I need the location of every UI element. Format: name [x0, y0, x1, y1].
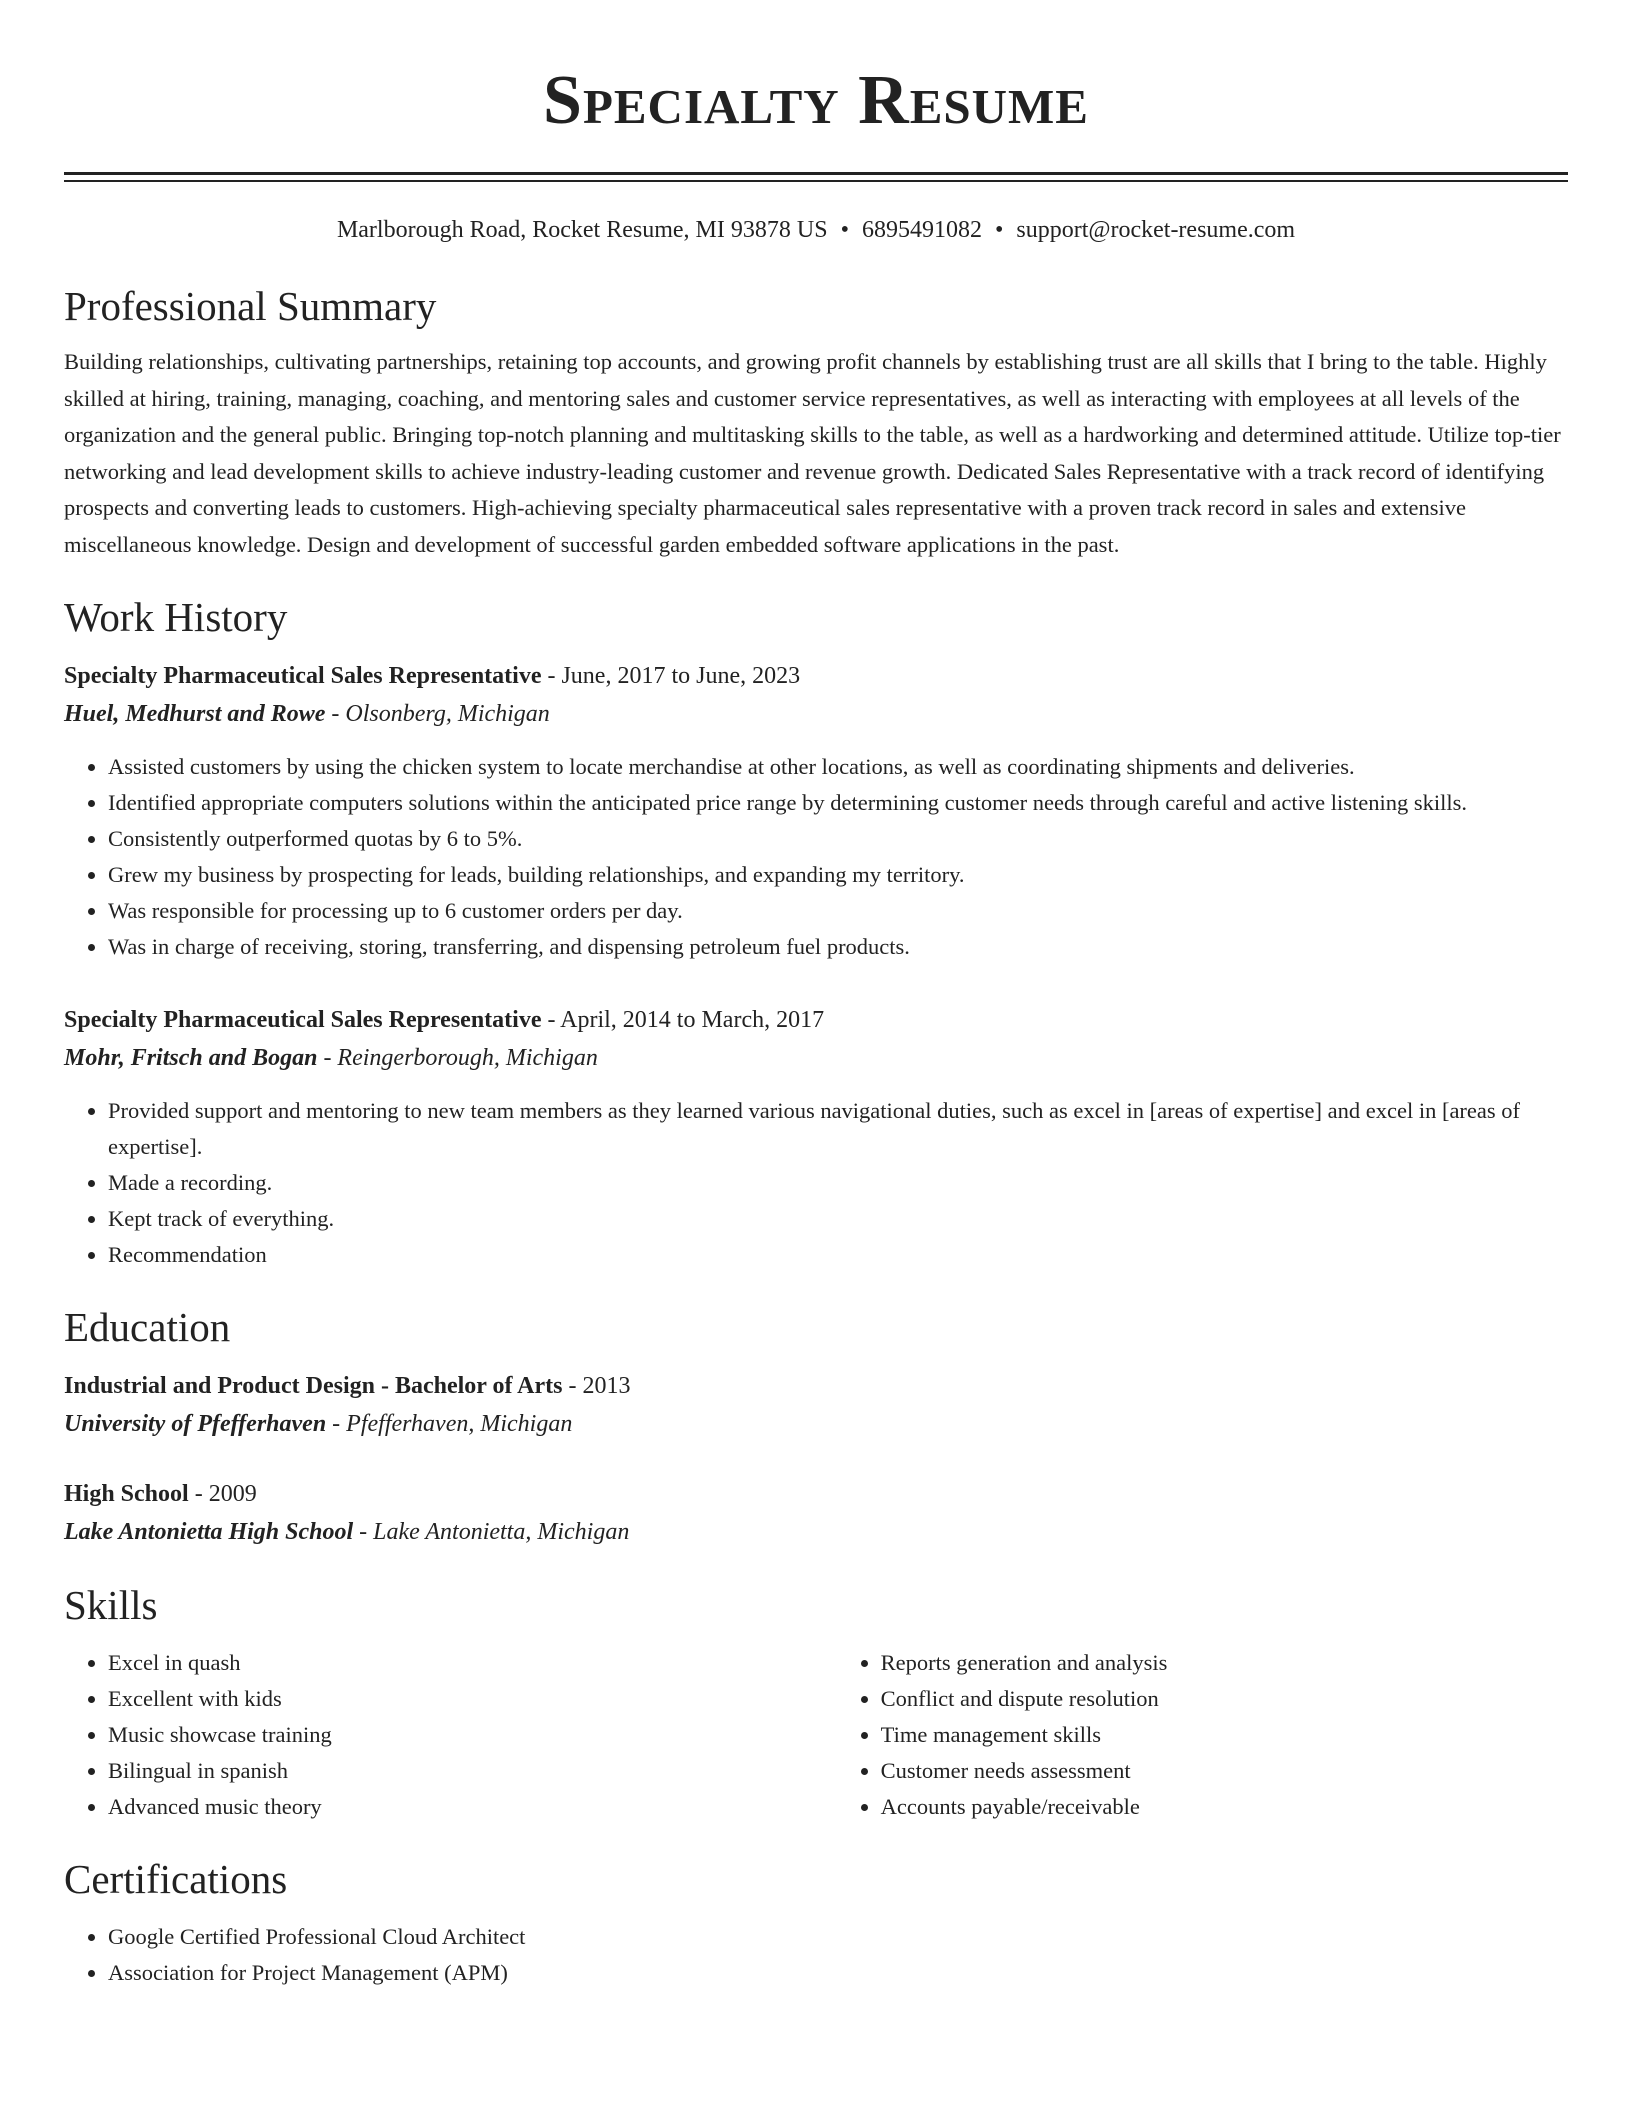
- contact-separator: •: [994, 217, 1004, 243]
- skills-list-right: [837, 1645, 1568, 1825]
- education-entry: [64, 1475, 1568, 1551]
- summary-heading: Professional Summary: [64, 283, 437, 329]
- skill-item: • Time management skills: [881, 1717, 1568, 1753]
- certification-item: • Association for Project Management (APM): [108, 1955, 1568, 1991]
- skill-item: • Excellent with kids: [108, 1681, 837, 1717]
- education-school: Lake Antonietta High School: [64, 1519, 354, 1545]
- education-heading: Education: [64, 1304, 231, 1350]
- resume-name: Specialty Resume: [543, 62, 1089, 139]
- job-bullet-list: [64, 1093, 1568, 1273]
- skill-item: • Accounts payable/receivable: [881, 1789, 1568, 1825]
- skills-list-left: [64, 1645, 837, 1825]
- job-company-line: [64, 695, 1568, 733]
- job-role: Specialty Pharmaceutical Sales Representative: [64, 1007, 542, 1033]
- summary-text: Building relationships, cultivating partnerships, retaining top accounts, and growing profit channels by establishing trust are all skills that I bring to the table. Highly skilled at hiring, training, managing, coaching, and mentoring sales and customer service representatives, as well as interacting with employees at all levels of the organization and the general public. Bringing top-notch planning and multitasking skills to the table, as well as a hardworking and determined attitude. Utilize top-tier networking and lead development skills to achieve industry-leading customer and revenue growth. Dedicated Sales Representative with a track record of identifying prospects and converting leads to customers. High-achieving specialty pharmaceutical sales representative with a proven track record in sales and extensive miscellaneous knowledge. Design and development of successful garden embedded software applications in the past.: [64, 349, 1561, 557]
- job-company: Mohr, Fritsch and Bogan: [64, 1045, 318, 1071]
- education-entry: [64, 1367, 1568, 1443]
- education-degree: Industrial and Product Design - Bachelor of Arts: [64, 1373, 563, 1399]
- skills-heading: Skills: [64, 1582, 158, 1628]
- job-bullet: • Assisted customers by using the chicken system to locate merchandise at other locations, as well as coordinating shipments and deliveries.: [108, 749, 1568, 785]
- job-bullet: • Consistently outperformed quotas by 6 to 5%.: [108, 821, 1568, 857]
- job-location: - Olsonberg, Michigan: [325, 701, 550, 727]
- job-role: Specialty Pharmaceutical Sales Representative: [64, 663, 542, 689]
- job-dates: - April, 2014 to March, 2017: [541, 1007, 825, 1033]
- skill-item: • Bilingual in spanish: [108, 1753, 837, 1789]
- job-heading: [64, 657, 1568, 695]
- job-heading: [64, 1001, 1568, 1039]
- job-bullet: • Made a recording.: [108, 1165, 1568, 1201]
- education-location: - Lake Antonietta, Michigan: [353, 1519, 630, 1545]
- job-bullet: • Recommendation: [108, 1237, 1568, 1273]
- education-school-line: [64, 1513, 1568, 1551]
- education-location: - Pfefferhaven, Michigan: [326, 1411, 573, 1437]
- job-company-line: [64, 1039, 1568, 1077]
- education-heading-line: [64, 1367, 1568, 1405]
- skill-item: • Music showcase training: [108, 1717, 837, 1753]
- summary-section: [64, 280, 1568, 563]
- job-location: - Reingerborough, Michigan: [317, 1045, 598, 1071]
- contact-line: [64, 214, 1568, 246]
- job-entry: [64, 657, 1568, 965]
- work-history-section: [64, 591, 1568, 1273]
- education-heading-line: [64, 1475, 1568, 1513]
- certifications-section: [64, 1853, 1568, 1991]
- contact-separator: •: [840, 217, 849, 243]
- contact-email[interactable]: support@rocket-resume.com: [1016, 217, 1296, 243]
- contact-phone: 6895491082: [861, 217, 982, 243]
- skill-item: • Excel in quash: [108, 1645, 837, 1681]
- job-bullet: • Provided support and mentoring to new team members as they learned various navigational duties, such as excel in [areas of expertise] and excel in [areas of expertise].: [108, 1093, 1568, 1165]
- header-rule-thin: [64, 180, 1568, 182]
- work-history-heading: Work History: [64, 594, 288, 640]
- certifications-heading: Certifications: [64, 1856, 288, 1902]
- skills-columns: [64, 1645, 1568, 1825]
- skills-section: [64, 1579, 1568, 1825]
- education-school-line: [64, 1405, 1568, 1443]
- job-dates: - June, 2017 to June, 2023: [541, 663, 801, 689]
- job-bullet: • Was in charge of receiving, storing, transferring, and dispensing petroleum fuel products.: [108, 929, 1568, 965]
- education-year: - 2009: [188, 1481, 257, 1507]
- job-company: Huel, Medhurst and Rowe: [64, 701, 326, 727]
- job-bullet: • Grew my business by prospecting for leads, building relationships, and expanding my territory.: [108, 857, 1568, 893]
- skill-item: • Conflict and dispute resolution: [881, 1681, 1568, 1717]
- job-bullet: • Kept track of everything.: [108, 1201, 1568, 1237]
- education-section: [64, 1301, 1568, 1551]
- education-degree: High School: [64, 1481, 189, 1507]
- job-entry: [64, 1001, 1568, 1273]
- skill-item: • Customer needs assessment: [881, 1753, 1568, 1789]
- contact-address: Marlborough Road, Rocket Resume, MI 93878 US: [336, 217, 828, 243]
- skill-item: • Reports generation and analysis: [881, 1645, 1568, 1681]
- skill-item: • Advanced music theory: [108, 1789, 837, 1825]
- education-year: - 2013: [562, 1373, 631, 1399]
- certifications-list: [64, 1919, 1568, 1991]
- job-bullet: • Was responsible for processing up to 6 customer orders per day.: [108, 893, 1568, 929]
- job-bullet-list: [64, 749, 1568, 965]
- education-school: University of Pfefferhaven: [64, 1411, 327, 1437]
- certification-item: • Google Certified Professional Cloud Architect: [108, 1919, 1568, 1955]
- job-bullet: • Identified appropriate computers solutions within the anticipated price range by determining customer needs through careful and active listening skills.: [108, 785, 1568, 821]
